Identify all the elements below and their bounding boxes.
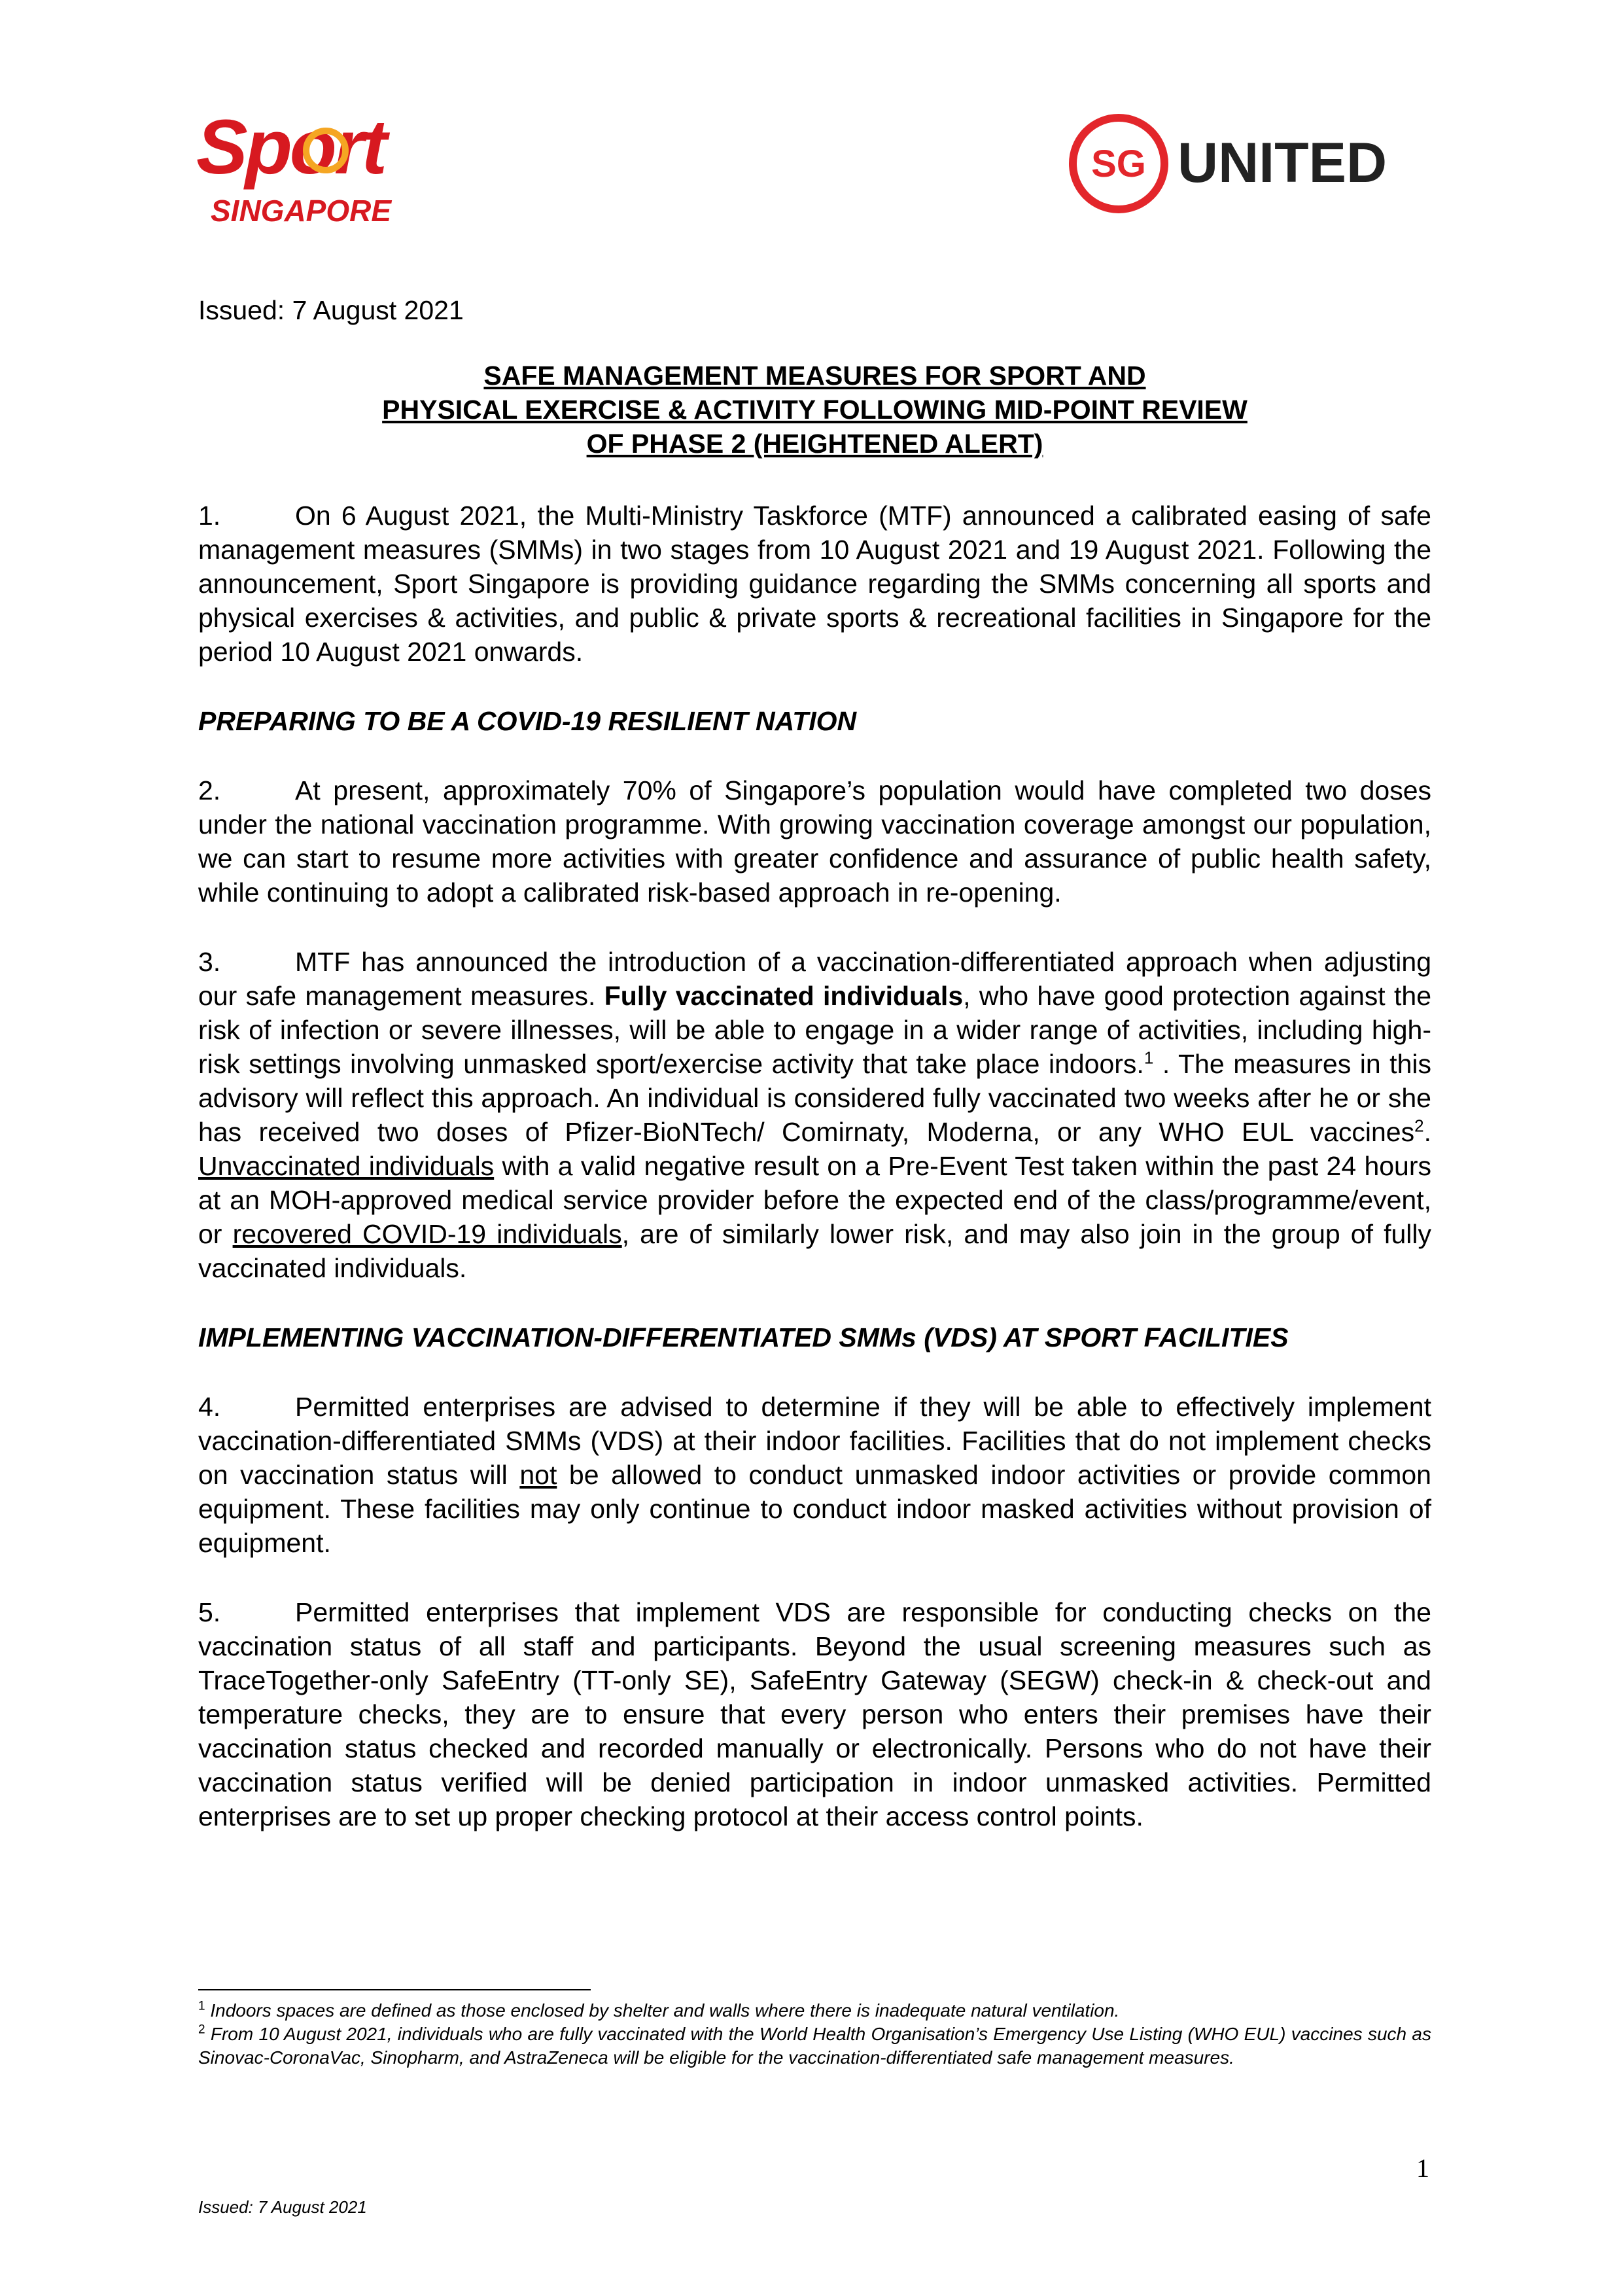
sport-logo-sub: SINGAPORE bbox=[211, 194, 392, 228]
footnote-text: From 10 August 2021, individuals who are fully vaccinated with the World Health Organisation’s Emergency Use Listing (WHO EUL) vaccines such as Sinovac-CoronaVac, Sinopharm, and AstraZeneca will be eligible for the vaccination-differentiated safe management measures. bbox=[198, 2024, 1431, 2068]
document-title bbox=[198, 359, 1431, 461]
paragraph-3 bbox=[198, 945, 1431, 1285]
issued-date: Issued: 7 August 2021 bbox=[198, 295, 464, 325]
sg-badge-text: SG bbox=[1091, 143, 1146, 185]
paragraph-4 bbox=[198, 1390, 1431, 1560]
paragraph-text: . bbox=[1423, 1117, 1431, 1147]
underlined-term: recovered COVID-19 individuals bbox=[232, 1219, 622, 1249]
underlined-term: not bbox=[519, 1460, 557, 1490]
paragraph-number: 2. bbox=[198, 775, 221, 805]
sg-united-logo bbox=[1066, 111, 1433, 216]
sg-united-word: UNITED bbox=[1178, 132, 1387, 194]
paragraph-number: 5. bbox=[198, 1597, 221, 1627]
paragraph-number: 1. bbox=[198, 501, 221, 531]
paragraph-text: On 6 August 2021, the Multi-Ministry Taskforce (MTF) announced a calibrated easing of safe management measures (SMMs) in two stages from 10 August 2021 and 19 August 2021. Following the announcement, Sport Singapore is providing guidance regarding the SMMs concerning all sports and physical exercises & activities, and public & private sports & recreational facilities in Singapore for the period 10 August 2021 onwards. bbox=[198, 501, 1431, 667]
paragraph-text: be allowed to conduct unmasked indoor activities or provide common equipment. These facilities may only continue to conduct indoor masked activities without provision of equipment. bbox=[198, 1460, 1431, 1558]
paragraph-text: , who have good protection against the risk of infection or severe illnesses, will be able to engage in a wider range of activities, including high-risk settings involving unmasked sport/exercise activity that take place indoors. bbox=[198, 981, 1431, 1079]
paragraph-number: 4. bbox=[198, 1392, 221, 1422]
paragraph-text: Permitted enterprises are advised to determine if they will be able to effectively implement vaccination-differentiated SMMs (VDS) at their indoor facilities. Facilities that do not implement checks on vaccination status will bbox=[198, 1392, 1431, 1490]
paragraph-2 bbox=[198, 773, 1431, 910]
document-body bbox=[198, 293, 1431, 1869]
title-line: OF PHASE 2 (HEIGHTENED ALERT) bbox=[586, 429, 1043, 459]
paragraph-5 bbox=[198, 1595, 1431, 1833]
footnote-mark: 2 bbox=[198, 2022, 205, 2037]
underlined-term: Unvaccinated individuals bbox=[198, 1151, 495, 1181]
footnote-2 bbox=[198, 2022, 1431, 2070]
paragraph-text: At present, approximately 70% of Singapore’s population would have completed two doses under the national vaccination programme. With growing vaccination coverage amongst our population, we can start to resume more activities with greater confidence and assurance of public health safety, while continuing to adopt a calibrated risk-based approach in re-opening. bbox=[198, 775, 1431, 908]
section-heading: IMPLEMENTING VACCINATION-DIFFERENTIATED SMMs (VDS) AT SPORT FACILITIES bbox=[198, 1322, 1289, 1352]
footnote-ref[interactable]: 2 bbox=[1414, 1116, 1424, 1136]
sport-singapore-logo bbox=[196, 105, 445, 229]
footnote-ref[interactable]: 1 bbox=[1143, 1048, 1154, 1068]
footer-issued: Issued: 7 August 2021 bbox=[198, 2197, 367, 2217]
paragraph-1 bbox=[198, 499, 1431, 669]
footnote-divider bbox=[198, 1989, 591, 1990]
paragraph-text: MTF has announced the introduction of a vaccination-differentiated approach when adjusting our safe management measures. bbox=[198, 947, 1431, 1011]
title-line: SAFE MANAGEMENT MEASURES FOR SPORT AND bbox=[483, 361, 1146, 391]
bold-term: Fully vaccinated individuals bbox=[604, 981, 964, 1011]
footnote-mark: 1 bbox=[198, 1999, 205, 2013]
paragraph-text: , are of similarly lower risk, and may also join in the group of fully vaccinated individuals. bbox=[198, 1219, 1431, 1283]
section-heading: PREPARING TO BE A COVID-19 RESILIENT NATION bbox=[198, 706, 857, 736]
title-line: PHYSICAL EXERCISE & ACTIVITY FOLLOWING MID-POINT REVIEW bbox=[382, 395, 1248, 425]
paragraph-text: with a valid negative result on a Pre-Event Test taken within the past 24 hours at an MOH-approved medical service provider before the expected end of the class/programme/event, or bbox=[198, 1151, 1432, 1249]
paragraph-number: 3. bbox=[198, 947, 221, 977]
footnote-text: Indoors spaces are defined as those enclosed by shelter and walls where there is inadequate natural ventilation. bbox=[205, 2000, 1120, 2021]
paragraph-text: . The measures in this advisory will reflect this approach. An individual is considered fully vaccinated two weeks after he or she has received two doses of Pfizer-BioNTech/ Comirnaty, Moderna, or any WHO EUL vaccines bbox=[198, 1049, 1431, 1147]
sport-logo-word: Sport bbox=[196, 105, 385, 190]
page-number: 1 bbox=[1416, 2153, 1429, 2183]
footnote-1 bbox=[198, 1999, 1431, 2022]
footnotes bbox=[198, 1999, 1431, 2070]
paragraph-text: Permitted enterprises that implement VDS are responsible for conducting checks on the vaccination status of all staff and participants. Beyond the usual screening measures such as TraceTogether-only SafeEntry (TT-only SE), SafeEntry Gateway (SEGW) check-in & check-out and temperature checks, they are to ensure that every person who enters their premises have their vaccination status checked and recorded manually or electronically. Persons who do not have their vaccination status verified will be denied participation in indoor unmasked activities. Permitted enterprises are to set up proper checking protocol at their access control points. bbox=[198, 1597, 1431, 1831]
